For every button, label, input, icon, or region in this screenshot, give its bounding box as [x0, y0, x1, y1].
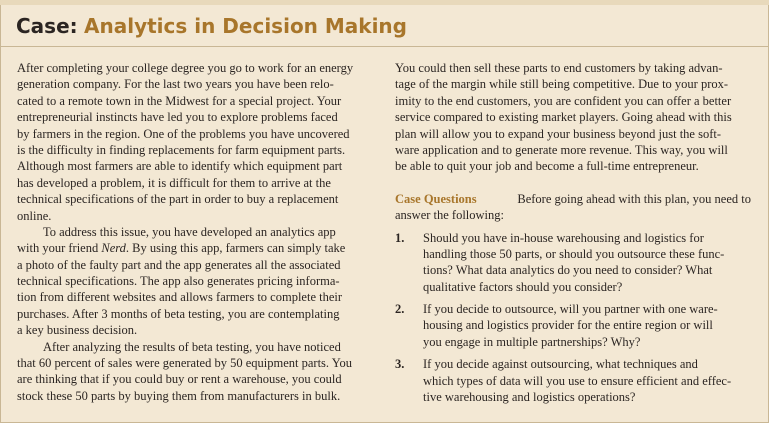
paragraph-continued — [395, 60, 751, 175]
top-band — [0, 0, 769, 5]
text-line: has developed a problem, it is difficult for them to arrive at the — [17, 175, 331, 190]
spacer — [395, 175, 751, 191]
text-line — [395, 230, 751, 246]
text-run: with your friend — [17, 241, 102, 256]
text-run: If you decide to outsource, will you partner with one ware- — [423, 302, 718, 317]
heading-divider — [0, 46, 769, 47]
text-line: service compared to existing market players. Going ahead with this — [395, 110, 732, 125]
right-column — [395, 60, 751, 411]
text-line: qualitative factors should you consider? — [423, 279, 623, 294]
text-line: which types of data will you use to ensure efficient and effec- — [423, 373, 732, 388]
text-line: you engage in multiple partnerships? Why? — [423, 334, 641, 349]
text-line — [395, 191, 751, 207]
text-line: a photo of the faulty part and the app generates all the associated — [17, 257, 341, 272]
text-line — [395, 301, 751, 317]
left-column — [17, 60, 365, 404]
text-line: After completing your college degree you go to work for an energy — [17, 61, 354, 75]
text-line: by farmers in the region. One of the problems you have uncovered — [17, 126, 350, 141]
text-line: generation company. For the last two years you have been relo- — [17, 77, 334, 92]
text-line: To address this issue, you have developed an analytics app — [43, 224, 336, 239]
paragraph-3 — [17, 339, 365, 405]
text-line: technical specifications of the part in order to buy a replacement — [17, 192, 339, 207]
text-line: housing and logistics provider for the entire region or will — [423, 318, 713, 333]
paragraph-2 — [17, 224, 365, 339]
case-heading — [16, 12, 407, 40]
text-line: tage of the margin while still being competitive. Due to your prox- — [395, 77, 729, 92]
text-line: After analyzing the results of beta testing, you have noticed — [43, 339, 341, 354]
text-line: ware application and to generate more revenue. This way, you will — [395, 142, 728, 157]
text-run: If you decide against outsourcing, what techniques and — [423, 357, 698, 372]
question-3 — [395, 356, 751, 405]
text-line: be able to quit your job and become a full-time entrepreneur. — [395, 159, 699, 174]
text-line: entrepreneurial instincts have led you to explore problems faced — [17, 110, 338, 125]
case-title: Analytics in Decision Making — [84, 14, 407, 38]
case-label: Case: — [16, 14, 78, 38]
text-run: . By using this app, farmers can simply take — [125, 241, 346, 256]
question-1 — [395, 230, 751, 296]
question-number: 1. — [395, 230, 405, 245]
text-line: technical specifications. The app also generates pricing informa- — [17, 274, 340, 289]
case-questions-intro — [395, 191, 751, 224]
text-line: You could then sell these parts to end customers by taking advan- — [395, 61, 723, 75]
text-run: Before going ahead with this plan, you need to — [517, 191, 751, 206]
text-line: Although most farmers are able to identify which equipment part — [17, 159, 343, 174]
text-line: online. — [17, 208, 52, 223]
text-line: stock these 50 parts by buying them from manufacturers in bulk. — [17, 388, 341, 403]
text-line: a key business decision. — [17, 323, 138, 338]
app-name: Nerd — [101, 241, 126, 256]
text-line: plan will allow you to expand your business beyond just the soft- — [395, 126, 722, 141]
text-line — [17, 240, 365, 256]
text-line: purchases. After 3 months of beta testing, you are contemplating — [17, 306, 340, 321]
text-line: imity to the end customers, you are confident you can offer a better — [395, 93, 732, 108]
text-line: answer the following: — [395, 208, 505, 223]
question-number: 2. — [395, 302, 405, 317]
text-line: is the difficulty in finding replacements for farm equipment parts. — [17, 142, 346, 157]
text-line: handling those 50 parts, or should you outsource these func- — [423, 246, 725, 261]
question-2 — [395, 301, 751, 350]
text-line: are thinking that if you could buy or rent a warehouse, you could — [17, 372, 342, 387]
question-number: 3. — [395, 357, 405, 372]
text-line: that 60 percent of sales were generated by 50 equipment parts. You — [17, 356, 352, 371]
text-line: tions? What data analytics do you need to consider? What — [423, 263, 713, 278]
text-line — [395, 356, 751, 372]
case-questions-label: Case Questions — [395, 191, 477, 206]
text-line: tive warehousing and logistics operations? — [423, 390, 636, 405]
text-line: cated to a remote town in the Midwest for a special project. Your — [17, 93, 342, 108]
paragraph-1 — [17, 60, 365, 224]
text-run: Should you have in-house warehousing and logistics for — [423, 230, 704, 245]
text-line: tion from different websites and allows farmers to complete their — [17, 290, 343, 305]
